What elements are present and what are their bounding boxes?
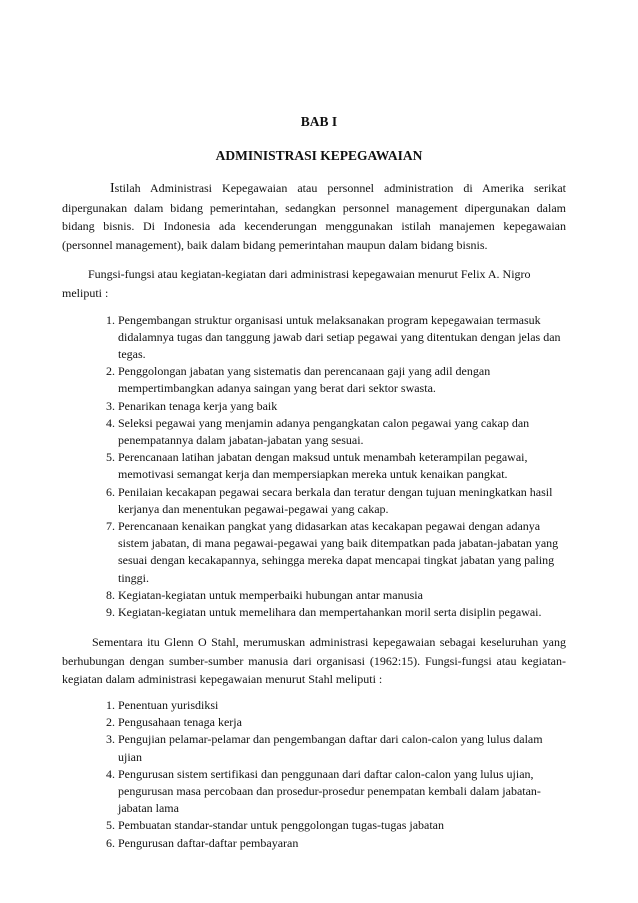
paragraph-intro <box>62 179 566 254</box>
nigro-functions-list <box>62 312 566 622</box>
document-body <box>62 179 566 852</box>
stahl-functions-list <box>62 697 566 852</box>
list-item: 2. Penggolongan jabatan yang sistematis dan perencanaan gaji yang adil dengan mempertimbangkan adanya saingan yang berat dari sektor swasta. <box>118 363 566 397</box>
list-item: 4. Seleksi pegawai yang menjamin adanya pengangkatan calon pegawai yang cakap dan penempatannya dalam jabatan-jabatan yang sesuai. <box>118 415 566 449</box>
list-item: 4. Pengurusan sistem sertifikasi dan penggunaan dari daftar calon-calon yang lulus ujian, pengurusan masa percobaan dan prosedur-prosedur penempatan kembali dalam jabatan-jabatan lama <box>118 766 566 818</box>
paragraph-stahl: Sementara itu Glenn O Stahl, merumuskan administrasi kepegawaian sebagai keseluruhan yang berhubungan dengan sumber-sumber manusia dari organisasi (1962:15). Fungsi-fungsi atau kegiatan-kegiatan dalam administrasi kepegawaian menurut Stahl meliputi : <box>62 635 566 687</box>
list-item: 9. Kegiatan-kegiatan untuk memelihara dan mempertahankan moril serta disiplin pegawai. <box>118 604 566 621</box>
dropcap-letter: I <box>110 181 115 196</box>
list-item: 5. Pembuatan standar-standar untuk penggolongan tugas-tugas jabatan <box>118 817 566 834</box>
list-item: 2. Pengusahaan tenaga kerja <box>118 714 566 731</box>
list-item: 3. Pengujian pelamar-pelamar dan pengembangan daftar dari calon-calon yang lulus dalam ujian <box>118 731 566 765</box>
list-item: 6. Penilaian kecakapan pegawai secara berkala dan teratur dengan tujuan meningkatkan hasil kerjanya dan menentukan pegawai-pegawai yang cakap. <box>118 484 566 518</box>
list-item: 1. Penentuan yurisdiksi <box>118 697 566 714</box>
list-item: 7. Perencanaan kenaikan pangkat yang didasarkan atas kecakapan pegawai dengan adanya sistem jabatan, di mana pegawai-pegawai yang baik ditempatkan pada jabatan-jabatan yang sesuai dengan kecakapannya, sehingga mereka dapat mencapai tingkat jabatan yang paling tinggi. <box>118 518 566 587</box>
chapter-heading: BAB I <box>300 114 338 129</box>
paragraph-nigro: Fungsi-fungsi atau kegiatan-kegiatan dari administrasi kepegawaian menurut Felix A. Nigro meliputi : <box>62 267 531 300</box>
list-item: 5. Perencanaan latihan jabatan dengan maksud untuk menambah keterampilan pegawai, memotivasi semangat kerja dan mempersiapkan mereka untuk kenaikan pangkat. <box>118 449 566 483</box>
list-item: 6. Pengurusan daftar-daftar pembayaran <box>118 835 566 852</box>
chapter-title: ADMINISTRASI KEPEGAWAIAN <box>215 148 423 163</box>
list-item: 8. Kegiatan-kegiatan untuk memperbaiki hubungan antar manusia <box>118 587 566 604</box>
list-item: 3. Penarikan tenaga kerja yang baik <box>118 398 566 415</box>
paragraph-intro-text: stilah Administrasi Kepegawaian atau personnel administration di Amerika serikat dipergunakan dalam bidang pemerintahan, sedangkan personnel management dipergunakan dalam bidang bisnis. Di Indonesia ada kecenderungan menggunakan istilah manajemen kepegawaian (personnel management), baik dalam bidang pemerintahan maupun dalam bidang bisnis. <box>62 181 566 252</box>
list-item: 1. Pengembangan struktur organisasi untuk melaksanakan program kepegawaian termasuk didalamnya tugas dan tanggung jawab dari setiap pegawai yang ditentukan dengan jelas dan tegas. <box>118 312 566 364</box>
